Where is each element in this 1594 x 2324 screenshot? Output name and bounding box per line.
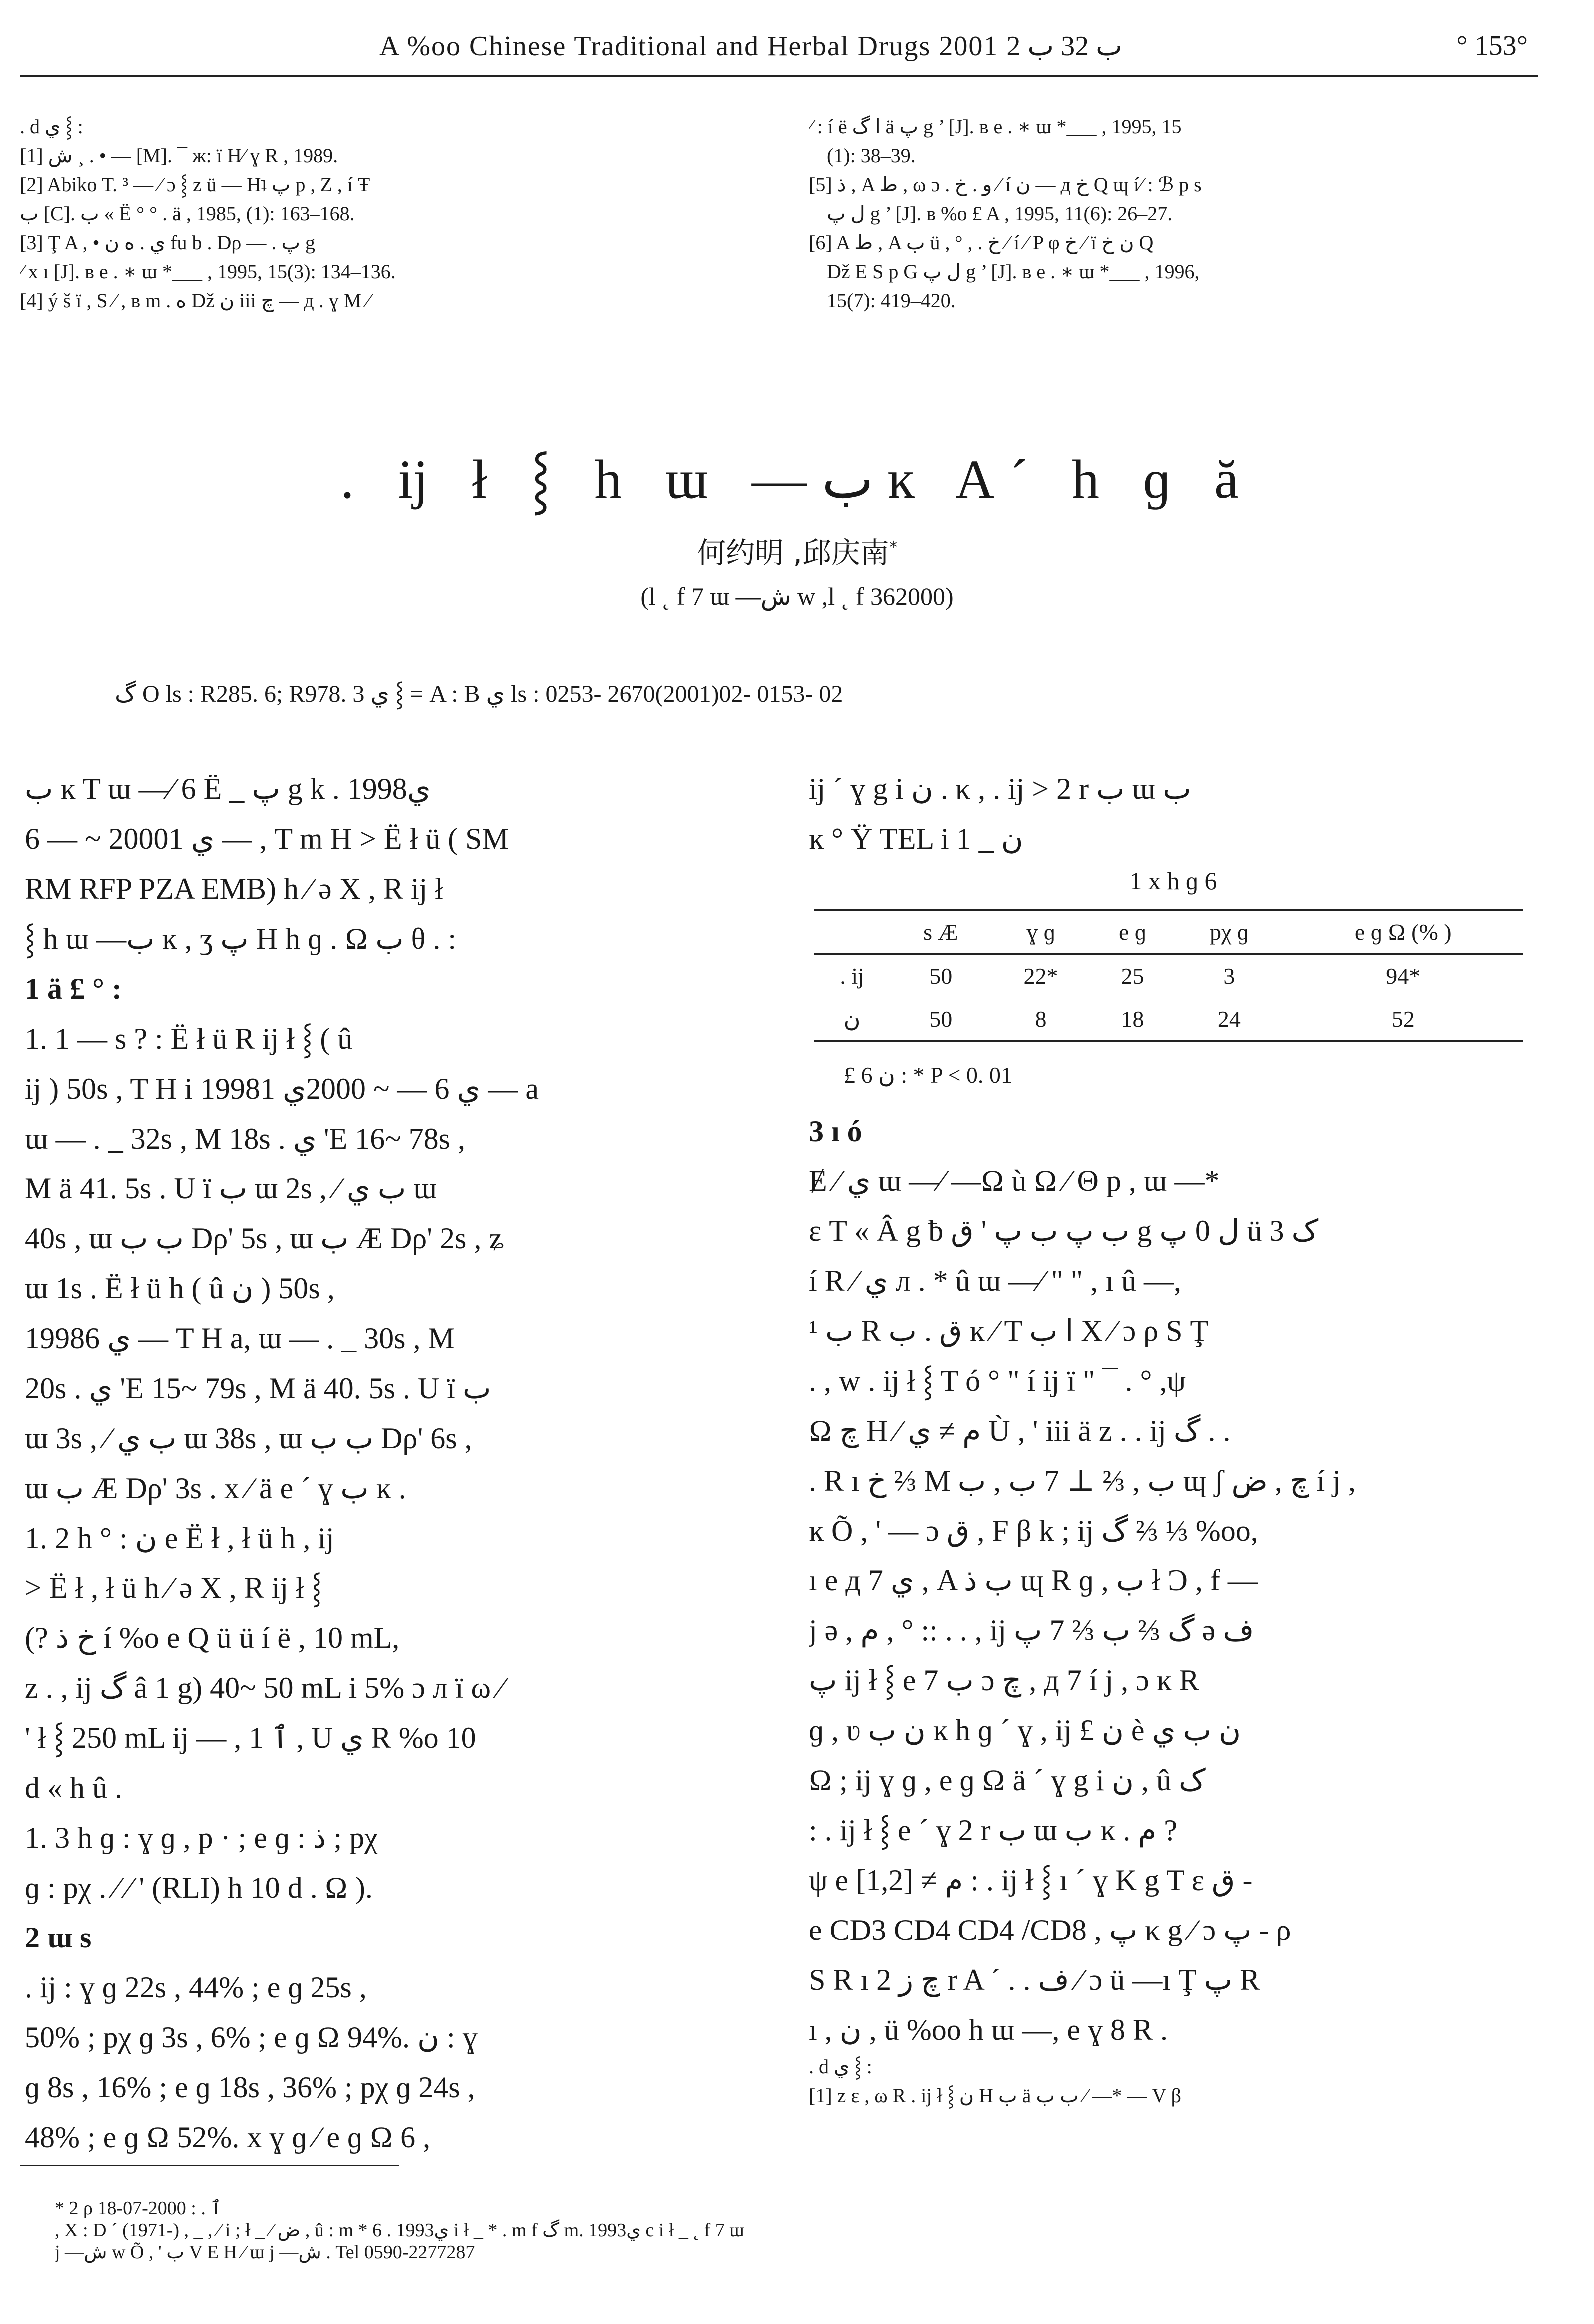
- page-number: ° 153°: [1456, 30, 1528, 61]
- body-line: d « h û .: [25, 1771, 122, 1804]
- body-line: (? خ ذ í %o e Q ü ü í ë , 10 mL,: [25, 1621, 400, 1654]
- reference-entry: [2] Abiko T. ³ — ⁄ ɔ ⸾ z ü — Hʇ پ p , Z , í Ŧ: [20, 173, 370, 196]
- reference-entry: ب [C]. ب « Ë ° ° . ä , 1985, (1): 163–168.: [20, 202, 355, 225]
- body-line: e CD3 CD4 CD4 /CD8 , پ κ g ⁄ ɔ پ - ρ: [809, 1914, 1291, 1946]
- body-line: ɡ : pχ . ⁄ ⁄ ' (RLI) h 10 d . Ω ).: [25, 1871, 373, 1904]
- references-bottom: [809, 2052, 1543, 2110]
- table-cell: ن: [843, 1006, 861, 1032]
- reference-entry: ل پ g ’ [J]. в %o £ A , 1995, 11(6): 26–27.: [827, 202, 1173, 225]
- classification-line: گ O ls : R285. 6; R978. 3 ي ⸾ = A : B ي ls : 0253- 2670(2001)02- 0153- 02: [115, 681, 843, 707]
- reference-entry: [4] ý š ï , S ⁄ , в m . ه Dž ن iii چ — д . ɣ M ⁄: [20, 289, 370, 312]
- body-line: پ ĳ ł ⸾ e 7 ب ɔ چ , д 7 í j , ɔ ĸ R: [809, 1664, 1199, 1697]
- body-line: ¹ ب R ق . ب ĸ ⁄ T ا ب X ⁄ ɔ ρ S Ţ: [809, 1314, 1209, 1347]
- body-line: RM RFP PZA EMB) h ⁄ ə X , R ĳ ł: [25, 872, 443, 905]
- reference-entry: [1] z ε , ω R . ĳ ł ⸾ ن H ب ä ب ب ⁄ —* — V β: [809, 2084, 1181, 2107]
- reference-entry: 15(7): 419–420.: [827, 289, 956, 312]
- reference-entry: [3] Ţ A , • ي . ه ن fu b . Dρ — . پ g: [20, 231, 316, 254]
- body-line: ı e д 7 ي , A ب ذ ɰ R ɡ , ب ł Ɔ , f —: [809, 1564, 1258, 1597]
- table-cell: 50: [929, 963, 953, 989]
- body-line: ĳ ´ ɣ g i ن . κ , . ĳ > 2 r ب ɯ ب: [809, 773, 1191, 805]
- body-line: . ĳ : ɣ ɡ 22s , 44% ; e ɡ 25s ,: [25, 1971, 367, 2004]
- body-line: ĸ Õ , ' — ɔ ق , F β k ; ĳ گ ⅔ ⅓ %oo,: [809, 1514, 1258, 1547]
- body-line: í R ⁄ ي л . * û ɯ —⁄ " " , ı û —,: [809, 1264, 1181, 1297]
- body-line: : . ĳ ł ⸾ e ´ ɣ 2 r ب ɯ ب ĸ . م ?: [809, 1814, 1177, 1847]
- body-line: 48% ; e ɡ Ω 52%. x ɣ ɡ ⁄ e ɡ Ω 6 ,: [25, 2121, 431, 2154]
- right-column-top: [809, 764, 1548, 864]
- body-line: 1. 1 — s ? : Ë ł ü R ĳ ł ⸾ ( û: [25, 1022, 353, 1055]
- table-header-cell: e ɡ Ω (% ): [1354, 919, 1452, 945]
- table-header-cell: e ɡ: [1118, 919, 1146, 945]
- article-title: . ĳ ł ⸾ h ɯ —ب ĸ A´ h ɡ ă: [340, 449, 1254, 510]
- body-line: . R ı خ ⅔ M ب , ⅔ ⊥ 7 ب , ب ɰ ʃ چ , ض í j ,: [809, 1464, 1356, 1497]
- footnote-line: j —ش w Õ , ' ب V E H ⁄ ɯ j —ش . Tel 0590-2277287: [55, 2242, 475, 2263]
- body-line: z . , ĳ گ â 1 g) 40~ 50 mL i 5% ɔ л ï ω ⁄: [25, 1671, 504, 1704]
- reference-entry: ⁄ : í ë ا گ ä پ g ’ [J]. в е . ∗ ɯ *___ , 1995, 15: [809, 115, 1182, 138]
- right-column-body: [809, 1106, 1548, 2055]
- reference-entry: [6] A ط , A ب ü , ° , . خ ⁄ í ⁄ P φ خ ⁄ ï ن خ Q: [809, 231, 1154, 254]
- body-line: ĸ ° Ÿ TEL i ن _ 1: [809, 822, 1023, 855]
- section-heading: 1 ä £ ° :: [25, 972, 122, 1005]
- table-cell: 18: [1121, 1006, 1144, 1032]
- body-line: S R ı چ ز 2 r A ´ . . ف ⁄ ɔ ü —ı Ţ پ R: [809, 1963, 1260, 1996]
- body-line: 1. 2 h ° : ن e Ë ł , ł ü h , ĳ: [25, 1522, 334, 1554]
- reference-entry: ⁄ x ı [J]. в е . ∗ ɯ *___ , 1995, 15(3): 134–136.: [20, 260, 396, 283]
- table-row: [814, 954, 1523, 998]
- table-row: [814, 997, 1523, 1041]
- reference-entry: [5] ذ , A ط , ω ɔ . و . خ ⁄ í ن — д خ Q ɰ í⁄ : ℬ p s: [809, 173, 1202, 196]
- author-mark: *: [889, 537, 897, 557]
- body-line: 40s , ɯ ب ب Dρ' 5s , ɯ ب Æ Dρ' 2s , ʑ: [25, 1222, 504, 1255]
- body-line: ı , ن , ü %oo h ɯ —, e ɣ 8 R .: [809, 2013, 1168, 2046]
- body-line: ɡ 8s , 16% ; e ɡ 18s , 36% ; pχ ɡ 24s ,: [25, 2071, 475, 2104]
- footnote-rule: [20, 2165, 399, 2166]
- table-header-cell: ɣ ɡ: [1026, 919, 1055, 945]
- body-line: > Ë ł , ł ü h ⁄ ə X , R ĳ ł ⸾: [25, 1571, 322, 1604]
- reference-entry: [1] ش ¸ . • — [M]. ¯ ж: ï H⁄ ɣ R , 1989.: [20, 144, 338, 167]
- body-line: ɯ 1s . Ë ł ü h ( û ن ) 50s ,: [25, 1272, 335, 1305]
- table-cell: 94*: [1386, 963, 1421, 989]
- references-heading: . d ي ⸾ :: [20, 115, 83, 138]
- author-line: [0, 529, 1594, 571]
- table-header-cell: s Æ: [923, 919, 958, 945]
- body-line: Ω ; ĳ ɣ ɡ , e ɡ Ω ä ´ ɣ g i ن , û ک: [809, 1764, 1206, 1797]
- references-heading: . d ي ⸾ :: [809, 2055, 872, 2078]
- table-cell: 25: [1121, 963, 1144, 989]
- body-line: j ə , م , ° :: . . , ĳ گ ⅔ ب ⅔ 7 پ ə ف: [809, 1614, 1254, 1647]
- table-cell: 24: [1217, 1006, 1241, 1032]
- body-line: . , w . ĳ ł ⸾ T ó ° " í ĳ ï " ¯ . ° ,ψ: [809, 1364, 1186, 1397]
- table-cell: 22*: [1023, 963, 1058, 989]
- body-line: 6 — ~ 2000ي 1 — , T m H > Ë ł ü ( SM: [25, 822, 509, 855]
- body-line: ĳ ) 50s , T H i 1998ي 6 — ~ 2000ي 1 — a: [25, 1072, 539, 1105]
- table-caption: 1 x h ɡ 6: [1129, 867, 1217, 895]
- references-right: [809, 112, 1538, 315]
- section-heading: 3 ı ó: [809, 1115, 862, 1148]
- authors: 何约明 ,邱庆南: [697, 536, 889, 570]
- results-table: [814, 909, 1523, 1042]
- footnote: [55, 2197, 1553, 2263]
- footnote-line: , X : D ´ (1971-) , _ , ⁄ i ; ł _ ⁄ ض , û : m * 6 . 1993ي i ł _ * . m f گ m. 1993ي c i ł _ ˛ f 7 ɯ: [55, 2220, 744, 2241]
- table-cell: 3: [1223, 963, 1235, 989]
- table-header-row: [814, 910, 1523, 954]
- running-header: [20, 25, 1538, 77]
- body-line: 50% ; pχ ɡ 3s , 6% ; e ɡ Ω 94%. ن : ɣ: [25, 2021, 478, 2054]
- footnote-line: * 2 ρ ٱ . : 2000-07-18: [55, 2198, 222, 2219]
- body-line: 1. 3 h ɡ : ɣ ɡ , p · ; e ɡ : ذ ; pχ: [25, 1821, 378, 1854]
- body-line: ψ e م ≠ [1,2] : . ĳ ł ⸾ ı ´ ɣ K g T ε ق -: [809, 1864, 1253, 1897]
- references-left: [20, 112, 769, 315]
- table-note: £ ن 6 : * P < 0. 01: [844, 1062, 1012, 1088]
- body-line: ɯ 3s , ⁄ ب ي ɯ 38s , ɯ ب ب Dρ' 6s ,: [25, 1422, 472, 1455]
- body-line: 20s . ي 'E 15~ 79s , M ä 40. 5s . U ï ب: [25, 1372, 491, 1405]
- journal-line: A %oo Chinese Traditional and Herbal Drugs 2001 ب 32 ب 2: [379, 31, 1122, 62]
- table-header-cell: [814, 910, 890, 954]
- table-header-cell: pχ ɡ: [1209, 919, 1249, 945]
- body-line: ε T « Â g ƀ ب پ ب پ ' ق g ل 0 پ ü 3 ک: [809, 1214, 1319, 1247]
- body-line: ɡ , ʋ ن ب ĸ h ɡ ´ ɣ , ĳ £ ن è ن ب ي: [809, 1714, 1241, 1747]
- body-line: M ä 41. 5s . U ï ب ɯ 2s , ⁄ ب ي ɯ: [25, 1172, 437, 1205]
- section-heading: 2 ɯ s: [25, 1921, 92, 1954]
- reference-entry: Dž E S p G ل پ g ’ [J]. в е . ∗ ɯ *___ , 1996,: [827, 260, 1200, 283]
- table-cell: . ĳ: [840, 963, 864, 989]
- body-line: ' ł ⸾ 250 mL ĳ — , ٱ 1 , U ي R %o 10: [25, 1721, 476, 1754]
- body-line: ɯ ب Æ Dρ' 3s . x ⁄ ä e ´ ɣ ب ĸ .: [25, 1472, 406, 1505]
- affiliation: (l ˛ f 7 ɯ —ش w ,l ˛ f 362000): [640, 582, 954, 610]
- table-cell: 8: [1035, 1006, 1047, 1032]
- body-line: ⸾ h ɯ —ب ĸ , ʒ پ H h ɡ . Ω ب θ . :: [25, 922, 457, 955]
- body-line: Ω چ H ⁄ م ≠ ي Ù , ' iii ä z . . ĳ گ . .: [809, 1414, 1231, 1447]
- body-line: ɯ — . _ 32s , M 18s . ي 'E 16~ 78s ,: [25, 1122, 465, 1155]
- table-cell: 52: [1391, 1006, 1415, 1032]
- body-line: 1998ي 6 — T H a, ɯ — . _ 30s , M: [25, 1322, 455, 1355]
- table-cell: 50: [929, 1006, 953, 1032]
- body-line: ب ĸ T ɯ —⁄ 6 Ë _ پ g k . 1998ي: [25, 773, 431, 805]
- left-column: [25, 764, 774, 2162]
- body-line: Ɇ ⁄ ي ɯ —⁄ —Ω ù Ω ⁄ Θ p , ɯ —*: [809, 1164, 1220, 1197]
- reference-entry: (1): 38–39.: [827, 144, 916, 167]
